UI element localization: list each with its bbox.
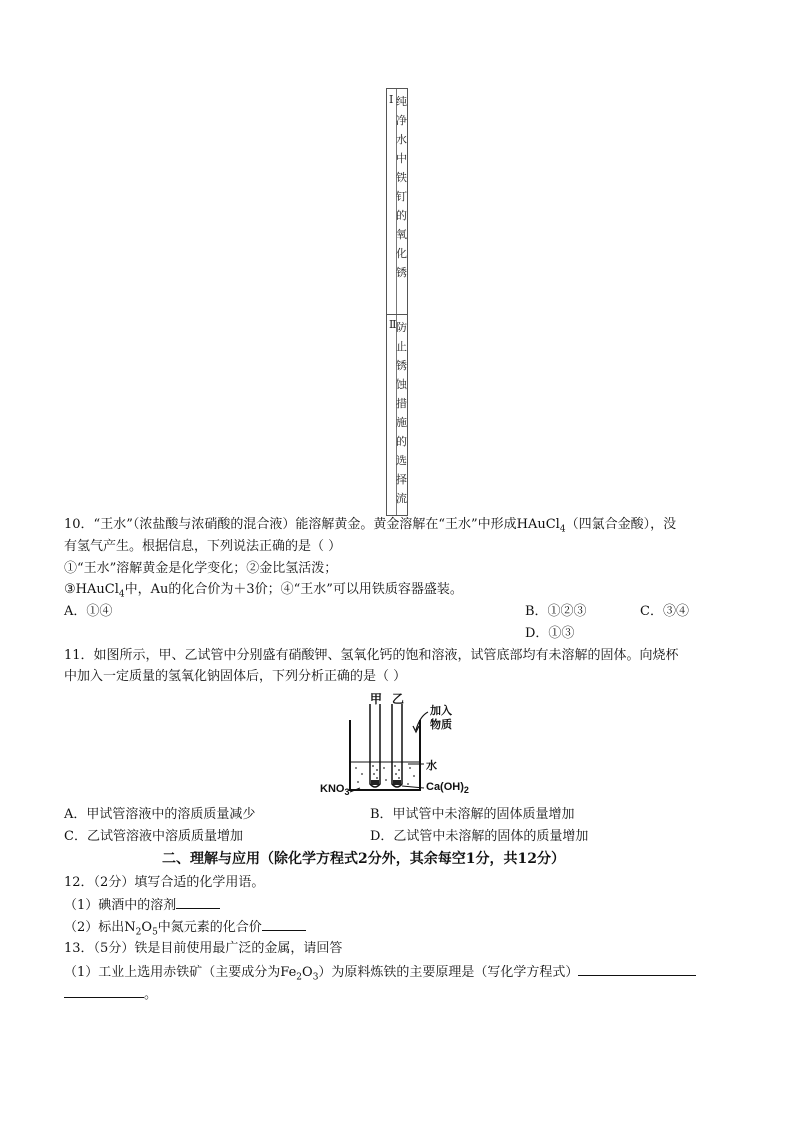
q10-line4 [64,581,463,604]
label-kno3 [320,783,349,797]
q13-sub1-blank-b[interactable] [64,985,144,998]
table-char: 流 [396,492,407,505]
q13-sub1-sub2: 3 [312,972,319,983]
q10-option-d: D．①③ [525,626,575,641]
table-char: 铁 [396,171,407,184]
table-char: 的 [396,435,407,448]
q10-option-b: B．①②③ [525,604,587,619]
table-char: 的 [396,209,407,222]
table-row2-label: Ⅱ [389,318,397,331]
q10-line1 [64,516,676,539]
label-substance: 物质 [430,718,452,731]
table-char: 措 [396,397,407,410]
label-kno3-sub: 3 [344,787,350,798]
q10-line2: 有氢气产生。根据信息，下列说法正确的是（ ） [64,539,342,554]
q12-sub2 [64,918,306,942]
q13-sub1-end: 。 [144,987,158,1002]
q11-line2: 中加入一定质量的氢氧化钠固体后，下列分析正确的是（ ） [64,669,407,684]
label-caoh2 [426,781,469,795]
table-char: 中 [396,152,407,165]
q13-sub1-blank-a[interactable] [578,963,696,976]
table-char: 水 [396,133,407,146]
q11-line1: 11．如图所示，甲、乙试管中分别盛有硝酸钾、氢氧化钙的饱和溶液，试管底部均有未溶解的固体。向烧杯 [64,648,679,663]
table-row1-label: Ⅰ [389,93,394,106]
q12-sub2-sub1: 2 [135,927,142,938]
label-caoh2-sub: 2 [463,785,469,796]
table-char: 纯 [396,95,407,108]
table-char: 施 [396,416,407,429]
q13-sub1-sub1: 2 [296,972,303,983]
label-yi: 乙 [392,692,405,706]
q13-sub1-cont [64,985,157,1004]
table-char: 选 [396,454,407,467]
q12-sub2-a: （2）标出N [64,920,136,935]
label-jia: 甲 [370,692,383,706]
table-char: 净 [396,114,407,127]
table-row1-text [396,92,408,282]
q12-sub1-text: （1）碘酒中的溶剂 [64,898,177,913]
q12-sub2-blank[interactable] [262,918,306,931]
table-char: 钉 [396,190,407,203]
label-kno3-text: KNO [320,783,345,795]
test-tube-diagram [320,690,480,798]
q13-sub1-a: （1）工业上选用赤铁矿（主要成分为Fe [64,965,297,980]
q10-line4-a: ③HAuCl [64,582,119,597]
q10-line4-sub: 4 [118,589,125,600]
q10-option-a: A．①④ [64,604,113,619]
q13-sub1 [64,963,696,987]
label-add: 加入 [430,704,452,717]
q10-line3: ①“王水”溶解黄金是化学变化；②金比氢活泼； [64,561,338,576]
table-char: 止 [396,340,407,353]
q13-sub1-c: ）为原料炼铁的主要原理是（写化学方程式） [318,965,579,980]
q11-option-b: B．甲试管中未溶解的固体质量增加 [370,807,575,822]
table-char: 氧 [396,228,407,241]
table-row2-text [396,318,408,508]
q12-sub2-b: O [141,920,153,935]
table-char: 锈 [396,359,407,372]
q10-line1-tail: （四氯合金酸），没 [565,517,677,532]
q12-line1: 12．（2分）填写合适的化学用语。 [64,875,265,890]
q10-line1-text: 10．“王水”（浓盐酸与浓硝酸的混合液）能溶解黄金。黄金溶解在“王水”中形成HAuCl [64,517,560,532]
q12-sub1-blank[interactable] [176,896,220,909]
table-char: 锈 [396,266,407,279]
table-char: 防 [396,321,407,334]
q12-sub1 [64,896,220,915]
table-char: 蚀 [396,378,407,391]
table-row-divider [387,314,407,315]
q10-line4-b: 中，Au的化合价为＋3价；④“王水”可以用铁质容器盛装。 [124,582,463,597]
label-caoh2-text: Ca(OH) [426,781,464,793]
q10-option-c: C．③④ [640,604,689,619]
q10-line1-sub: 4 [559,524,566,535]
label-water: 水 [426,759,437,772]
q12-sub2-c: 中氮元素的化合价 [157,920,262,935]
q11-option-a: A．甲试管溶液中的溶质质量减少 [64,807,256,822]
table-char: 化 [396,247,407,260]
q13-sub1-b: O [302,965,313,980]
q11-option-c: C．乙试管溶液中溶质质量增加 [64,829,243,844]
q13-line1: 13．（5分）铁是目前使用最广泛的金属，请回答 [64,941,343,956]
table-char: 择 [396,473,407,486]
q11-option-d: D．乙试管中未溶解的固体的质量增加 [370,829,589,844]
q12-sub2-sub2: 5 [152,927,158,938]
section2-title: 二、理解与应用（除化学方程式2分外，其余每空1分，共12分） [162,851,565,867]
